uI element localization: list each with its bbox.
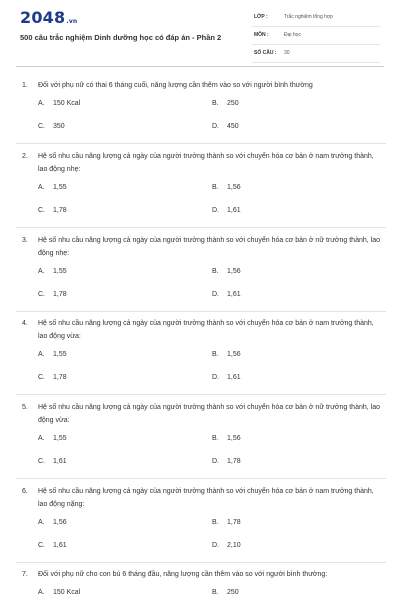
answer-options	[22, 515, 382, 559]
option-text: 2,10	[227, 542, 241, 549]
option-letter: A.	[38, 435, 45, 442]
option-letter: D.	[212, 123, 219, 130]
option-text: 1,61	[227, 374, 241, 381]
option-letter: B.	[212, 268, 219, 275]
option-text: 1,61	[53, 542, 67, 549]
option-text: 1,61	[227, 291, 241, 298]
option-letter: D.	[212, 458, 219, 465]
option-text: 1,56	[227, 435, 241, 442]
option-letter: A.	[38, 100, 45, 107]
option-text: 150 Kcal	[53, 100, 81, 107]
question-divider	[16, 227, 386, 228]
option-d[interactable]	[212, 542, 241, 549]
meta-label: MÔN :	[254, 32, 269, 38]
quiz-meta	[252, 12, 380, 66]
question-prompt: Hệ số nhu cầu năng lượng cả ngày của người trưởng thành so với chuyển hóa cơ bản ở nam trưởng thành, lao động nặng:	[38, 488, 374, 508]
question-divider	[16, 143, 386, 144]
page-title: 500 câu trắc nghiệm Dinh dưỡng học có đáp án - Phần 2	[20, 33, 222, 42]
option-text: 250	[227, 100, 239, 107]
option-a[interactable]	[38, 519, 67, 526]
question-number: 7.	[22, 571, 28, 578]
answer-options	[22, 264, 382, 308]
question-item	[22, 485, 382, 559]
option-b[interactable]	[212, 519, 241, 526]
option-text: 1,56	[227, 184, 241, 191]
question-prompt: Hệ số nhu cầu năng lượng cả ngày của người trưởng thành so với chuyển hóa cơ bản ở nam trưởng thành, lao động vừa:	[38, 320, 374, 340]
option-text: 1,61	[227, 207, 241, 214]
option-text: 1,55	[53, 268, 67, 275]
option-text: 1,55	[53, 351, 67, 358]
question-text	[22, 234, 382, 260]
option-a[interactable]	[38, 435, 67, 442]
answer-options	[22, 431, 382, 475]
option-text: 250	[227, 589, 239, 596]
option-text: 450	[227, 123, 239, 130]
option-text: 1,78	[227, 458, 241, 465]
meta-value: Đại học	[284, 32, 301, 38]
option-b[interactable]	[212, 351, 241, 358]
option-a[interactable]	[38, 351, 67, 358]
option-text: 1,55	[53, 184, 67, 191]
meta-label: LỚP :	[254, 14, 268, 20]
option-text: 1,56	[227, 351, 241, 358]
question-divider	[16, 394, 386, 395]
question-number: 1.	[22, 82, 28, 89]
meta-row-class	[252, 12, 380, 27]
option-c[interactable]	[38, 374, 67, 381]
option-b[interactable]	[212, 589, 239, 596]
option-d[interactable]	[212, 207, 241, 214]
option-b[interactable]	[212, 100, 239, 107]
option-letter: C.	[38, 542, 45, 549]
question-prompt: Hệ số nhu cầu năng lượng cả ngày của người trưởng thành so với chuyển hóa cơ bản ở nam trưởng thành, lao động nhẹ:	[38, 153, 374, 173]
option-b[interactable]	[212, 184, 241, 191]
question-divider	[16, 311, 386, 312]
question-prompt: Đối với phụ nữ cho con bú 6 tháng đầu, năng lượng cần thêm vào so với người bình thường:	[38, 571, 328, 578]
option-letter: C.	[38, 374, 45, 381]
option-letter: A.	[38, 268, 45, 275]
option-letter: C.	[38, 207, 45, 214]
question-number: 4.	[22, 320, 28, 327]
option-letter: B.	[212, 100, 219, 107]
option-d[interactable]	[212, 291, 241, 298]
option-text: 1,78	[53, 291, 67, 298]
answer-options	[22, 585, 382, 605]
page-header	[0, 0, 400, 70]
question-divider	[16, 478, 386, 479]
option-letter: C.	[38, 458, 45, 465]
option-text: 1,61	[53, 458, 67, 465]
question-item	[22, 79, 382, 140]
meta-row-subject	[252, 30, 380, 45]
option-text: 1,78	[53, 207, 67, 214]
header-divider	[16, 66, 384, 67]
question-text	[22, 568, 382, 581]
option-b[interactable]	[212, 435, 241, 442]
option-letter: B.	[212, 435, 219, 442]
question-item	[22, 234, 382, 308]
question-number: 6.	[22, 488, 28, 495]
meta-value: 30	[284, 50, 290, 56]
option-a[interactable]	[38, 268, 67, 275]
option-c[interactable]	[38, 123, 65, 130]
option-letter: B.	[212, 589, 219, 596]
question-item	[22, 401, 382, 475]
question-prompt: Hệ số nhu cầu năng lượng cả ngày của người trưởng thành so với chuyển hóa cơ bản ở nữ trưởng thành, lao động vừa:	[38, 404, 380, 424]
option-letter: C.	[38, 123, 45, 130]
option-a[interactable]	[38, 100, 80, 107]
question-item	[22, 150, 382, 224]
option-c[interactable]	[38, 458, 67, 465]
option-text: 1,55	[53, 435, 67, 442]
option-text: 1,56	[53, 519, 67, 526]
option-text: 1,56	[227, 268, 241, 275]
option-letter: A.	[38, 519, 45, 526]
logo-text: 2048	[20, 8, 66, 27]
option-text: 1,78	[227, 519, 241, 526]
logo-tld: .vn	[66, 18, 78, 25]
question-prompt: Đối với phụ nữ có thai 6 tháng cuối, năng lượng cần thêm vào so với người bình thường	[38, 82, 313, 89]
option-d[interactable]	[212, 374, 241, 381]
option-c[interactable]	[38, 207, 67, 214]
option-letter: A.	[38, 589, 45, 596]
option-letter: D.	[212, 542, 219, 549]
option-a[interactable]	[38, 184, 67, 191]
option-letter: D.	[212, 207, 219, 214]
question-text	[22, 317, 382, 343]
answer-options	[22, 347, 382, 391]
question-item	[22, 568, 382, 605]
option-letter: B.	[212, 351, 219, 358]
option-letter: D.	[212, 291, 219, 298]
option-text: 1,78	[53, 374, 67, 381]
option-b[interactable]	[212, 268, 241, 275]
option-text: 150 Kcal	[53, 589, 81, 596]
question-number: 3.	[22, 237, 28, 244]
question-text	[22, 79, 382, 92]
option-d[interactable]	[212, 458, 241, 465]
meta-label: SỐ CÂU :	[254, 50, 277, 56]
option-text: 350	[53, 123, 65, 130]
option-letter: B.	[212, 519, 219, 526]
question-number: 5.	[22, 404, 28, 411]
option-c[interactable]	[38, 291, 67, 298]
meta-value: Trắc nghiệm tổng hợp	[284, 14, 333, 20]
option-letter: D.	[212, 374, 219, 381]
option-a[interactable]	[38, 589, 80, 596]
site-logo[interactable]	[20, 8, 77, 27]
question-prompt: Hệ số nhu cầu năng lượng cả ngày của người trưởng thành so với chuyển hóa cơ bản ở nữ trưởng thành, lao động nhẹ:	[38, 237, 380, 257]
question-number: 2.	[22, 153, 28, 160]
question-text	[22, 150, 382, 176]
answer-options	[22, 180, 382, 224]
question-text	[22, 401, 382, 427]
option-letter: A.	[38, 184, 45, 191]
meta-row-count	[252, 48, 380, 63]
option-letter: C.	[38, 291, 45, 298]
option-letter: B.	[212, 184, 219, 191]
question-text	[22, 485, 382, 511]
answer-options	[22, 96, 382, 140]
option-c[interactable]	[38, 542, 67, 549]
option-letter: A.	[38, 351, 45, 358]
option-d[interactable]	[212, 123, 239, 130]
question-divider	[16, 562, 386, 563]
question-item	[22, 317, 382, 391]
